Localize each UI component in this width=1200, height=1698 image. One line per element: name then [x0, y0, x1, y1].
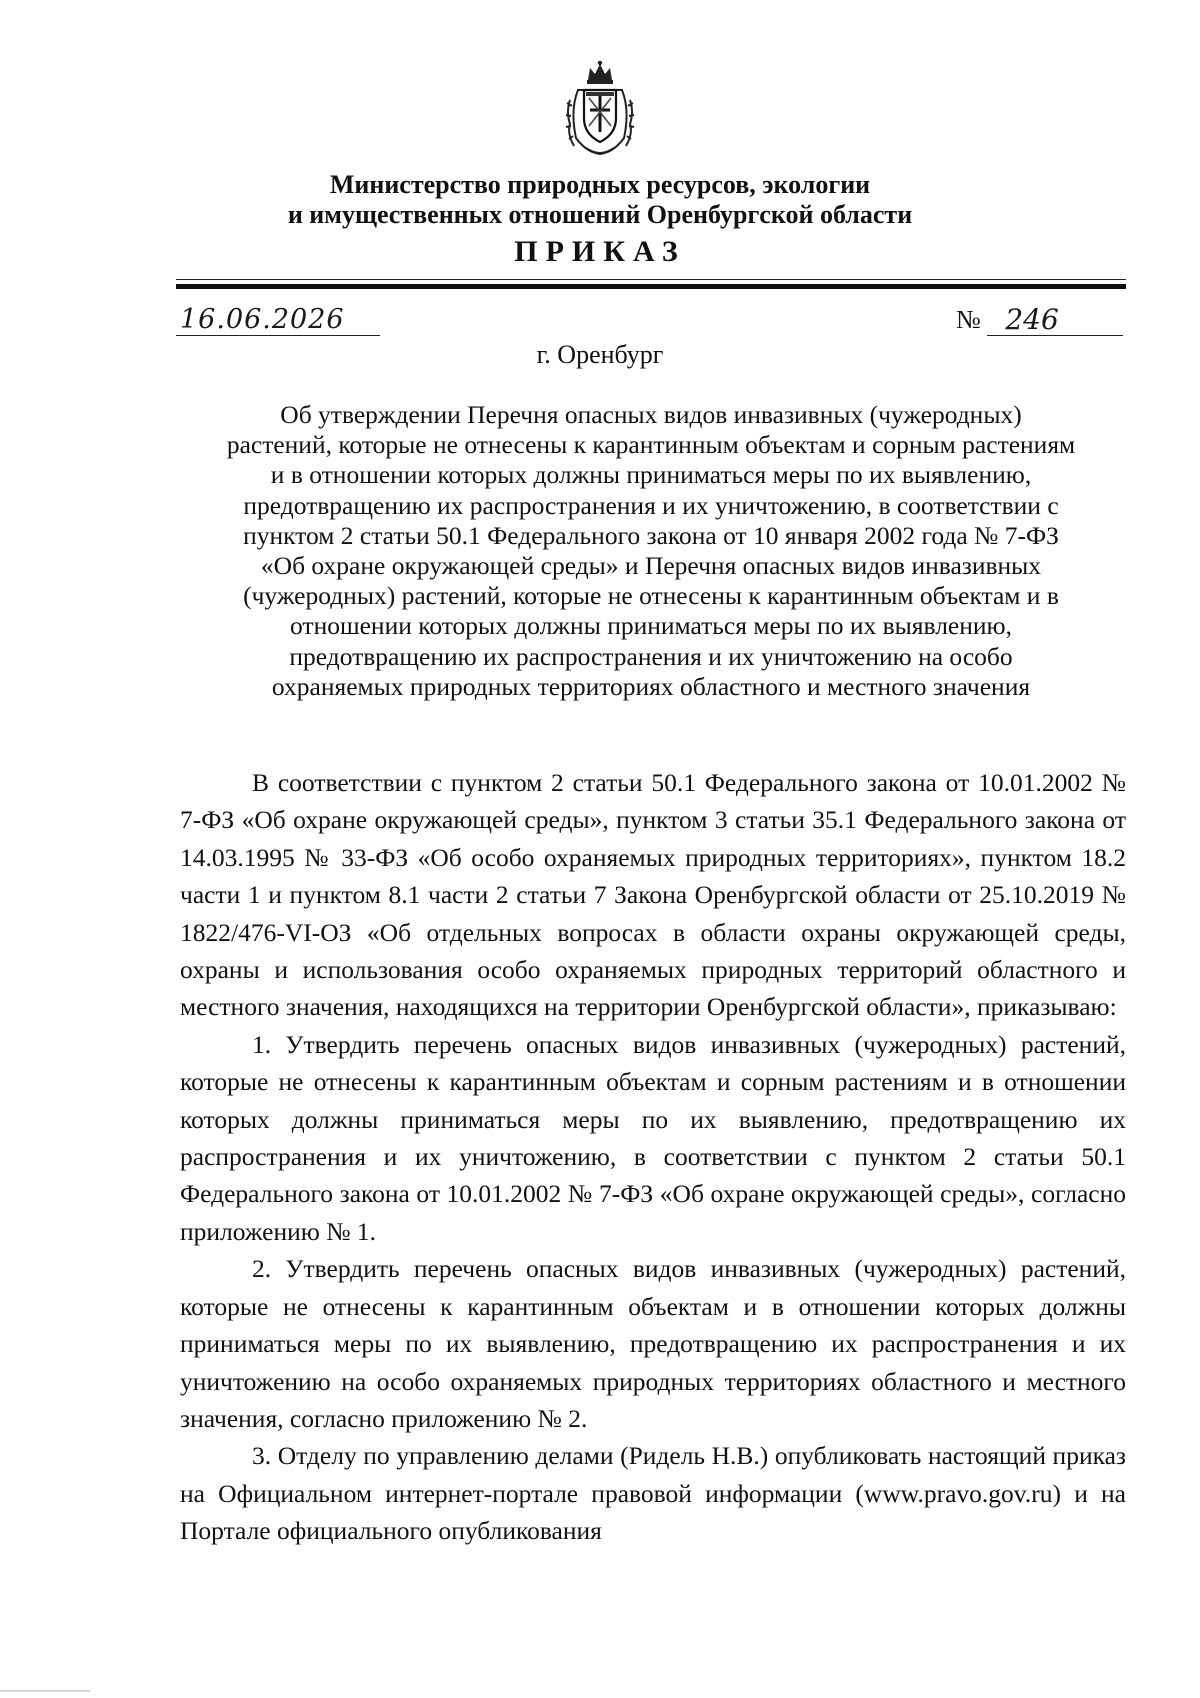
preamble-paragraph: В соответствии с пунктом 2 статьи 50.1 Федерального закона от 10.01.2002 № 7-ФЗ «Об охране окружающей среды», пунктом 3 статьи 35.1 Федерального закона от 14.03.1995 № 33-ФЗ «Об особо охраняемых природных территориях», пунктом 18.2 части 1 и пунктом 8.1 части 2 статьи 7 Закона Оренбургской области от 25.10.2019 № 1822/476-VI-ОЗ «Об отдельных вопросах в области охраны окружающей среды, охраны и использования особо охраняемых природных территорий областного и местного значения, находящихся на территории Оренбургской области», приказываю: [180, 768, 1126, 1022]
coat-of-arms-icon [564, 60, 636, 158]
ministry-title [200, 170, 1000, 230]
item-1-paragraph: 1. Утвердить перечень опасных видов инвазивных (чужеродных) растений, которые не отнесены к карантинным объектам и сорным растениям и в отношении которых должны приниматься меры по их выявлению, предотвращению их распространения и их уничтожению, в соответствии с пунктом 2 статьи 50.1 Федерального закона от 10.01.2002 № 7-ФЗ «Об охране окружающей среды», согласно приложению № 1. [180, 1029, 1126, 1246]
ministry-title-line1: Министерство природных ресурсов, экологии [329, 170, 871, 199]
scan-edge-mark [0, 1690, 90, 1692]
order-heading: ПРИКАЗ [514, 235, 686, 268]
subject-line: отношении которых должны приниматься меры по их выявлению, [290, 611, 1012, 641]
number-sign: № [956, 305, 981, 334]
header-rule-thick [176, 284, 1126, 289]
order-date: 16.06.2026 [176, 305, 380, 336]
order-number [956, 304, 1123, 336]
subject-line: пунктом 2 статьи 50.1 Федерального закона от 10 января 2002 года № 7-ФЗ [243, 520, 1059, 550]
subject-line: предотвращению их распространения и их уничтожению на особо [289, 641, 1013, 671]
subject-line: охраняемых природных территориях областного и местного значения [271, 671, 1031, 701]
subject-line: «Об охране окружающей среды» и Перечня опасных видов инвазивных [260, 551, 1042, 581]
number-value: 246 [987, 305, 1123, 336]
subject-line: и в отношении которых должны приниматься меры по их выявлению, [270, 460, 1032, 490]
subject-line: Об утверждении Перечня опасных видов инвазивных (чужеродных) [280, 400, 1022, 429]
subject-line: предотвращению их распространения и их уничтожению, в соответствии с [243, 490, 1059, 520]
header-rule-thin [176, 279, 1126, 280]
city-line: г. Оренбург [536, 340, 664, 369]
order-body [180, 764, 1126, 1550]
item-3-paragraph: 3. Отделу по управлению делами (Ридель Н.В.) опубликовать настоящий приказ на Официальном интернет-портале правовой информации (www.pravo.gov.ru) и на Портале официального опубликования [180, 1441, 1126, 1546]
ministry-title-line2: и имущественных отношений Оренбургской области [287, 200, 913, 229]
subject-line: (чужеродных) растений, которые не отнесены к карантинным объектам и в [243, 581, 1059, 611]
item-2-paragraph: 2. Утвердить перечень опасных видов инвазивных (чужеродных) растений, которые не отнесены к карантинным объектам и в отношении которых должны приниматься меры по их выявлению, предотвращению их распространения и их уничтожению на особо охраняемых природных территориях областного и местного значения, согласно приложению № 2. [180, 1254, 1126, 1433]
order-subject [176, 400, 1126, 702]
subject-line: растений, которые не отнесены к карантинным объектам и сорным растениям [226, 430, 1076, 460]
